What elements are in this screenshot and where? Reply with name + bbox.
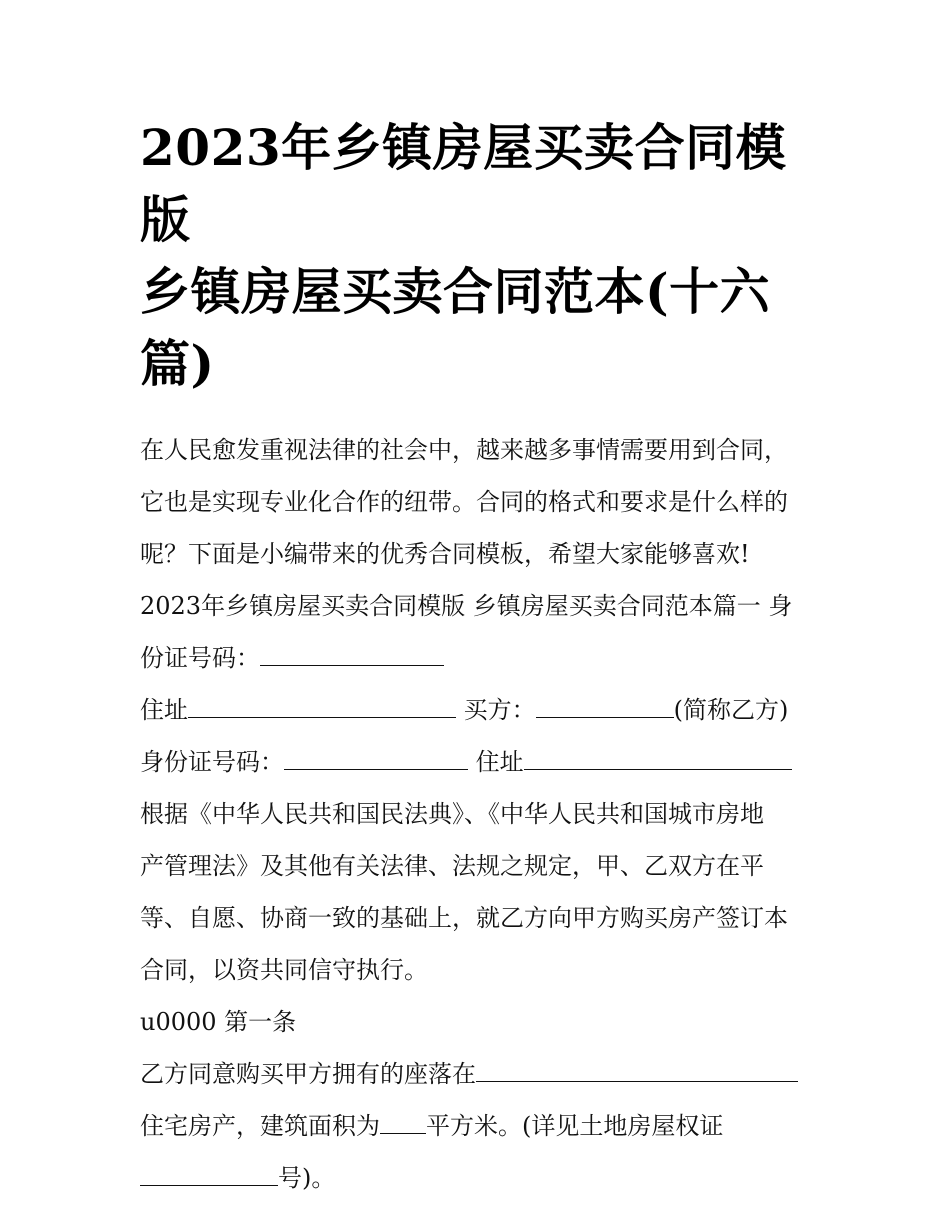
basis-line: 产管理法》及其他有关法律、法规之规定，甲、乙双方在平 <box>140 852 764 880</box>
document-body <box>140 424 820 1204</box>
address-label: 住址 <box>140 696 188 724</box>
seller-id-line <box>140 632 820 684</box>
title-line: 篇) <box>140 334 215 393</box>
article-text: 住宅房产，建筑面积为 <box>140 1112 380 1140</box>
article-line <box>140 1100 820 1152</box>
blank-line <box>260 643 444 666</box>
basis-line: 等、自愿、协商一致的基础上，就乙方向甲方购买房产签订本 <box>140 904 788 932</box>
buyer-suffix: (简称乙方) <box>673 696 789 724</box>
document-page <box>140 112 820 1204</box>
blank-line <box>476 1059 798 1082</box>
id-label: 份证号码： <box>140 644 260 672</box>
address-buyer-line <box>140 684 820 736</box>
title-line: 乡镇房屋买卖合同范本(十六 <box>140 262 771 321</box>
blank-line <box>380 1111 426 1134</box>
article-line <box>140 1048 820 1100</box>
article-heading: u0000 第一条 <box>140 1008 297 1036</box>
document-title <box>140 112 820 400</box>
blank-line <box>524 747 792 770</box>
title-line: 2023年乡镇房屋买卖合同模版 <box>140 118 787 249</box>
buyer-id-line <box>140 736 820 788</box>
blank-line <box>140 1163 278 1186</box>
blank-line <box>188 695 456 718</box>
basis-line: 根据《中华人民共和国民法典》、《中华人民共和国城市房地 <box>140 800 764 828</box>
section-heading-line: 2023年乡镇房屋买卖合同模版 乡镇房屋买卖合同范本篇一 身 <box>140 592 793 620</box>
address-label: 住址 <box>475 748 524 776</box>
buyer-label: 买方： <box>463 696 536 724</box>
basis-line: 合同，以资共同信守执行。 <box>140 956 428 984</box>
intro-line: 在人民愈发重视法律的社会中，越来越多事情需要用到合同， <box>140 436 788 464</box>
blank-line <box>284 747 468 770</box>
article-text: 号)。 <box>278 1164 336 1192</box>
article-text: 平方米。(详见土地房屋权证 <box>426 1112 724 1140</box>
intro-line: 它也是实现专业化合作的纽带。合同的格式和要求是什么样的 <box>140 488 788 516</box>
id-label: 身份证号码： <box>140 748 284 776</box>
blank-line <box>536 695 674 718</box>
article-text: 乙方同意购买甲方拥有的座落在 <box>140 1060 476 1088</box>
article-line <box>140 1152 820 1204</box>
intro-line: 呢？下面是小编带来的优秀合同模板，希望大家能够喜欢! <box>140 540 750 568</box>
